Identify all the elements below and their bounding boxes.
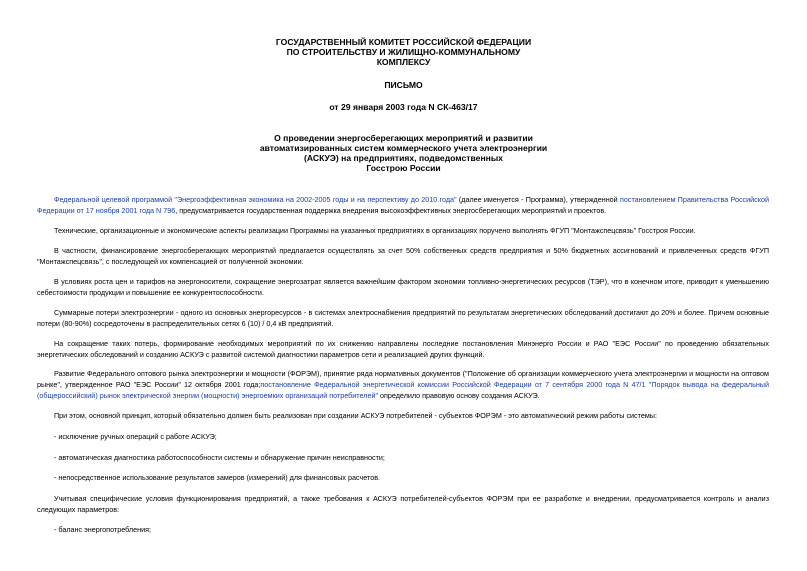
list-item-1: - исключение ручных операций с работе АСКУЭ; xyxy=(54,432,217,441)
paragraph-4: В условиях роста цен и тарифов на энергоносители, сокращение энергозатрат является важнейшим фактором экономии топливно-энергетических ресурсов (ТЭР), что в конечном итоге, приводит к уменьшению себестоимости продукции и повышение ее конкурентоспособности. xyxy=(37,277,769,297)
paragraph-1 xyxy=(37,194,769,216)
issuer-line-1: ГОСУДАРСТВЕННЫЙ КОМИТЕТ РОССИЙСКОЙ ФЕДЕРАЦИИ xyxy=(275,37,532,47)
paragraph-8: При этом, основной принцип, который обязательно должен быть реализован при создании АСКУЭ потребителей - субъектов ФОРЭМ - это автоматический режим работы системы: xyxy=(54,411,657,420)
paragraph-7-text-a: Развитие Федерального оптового рынка электроэнергии и мощности (ФОРЭМ), принятие ряда нормативных документов ("Положение об организации коммерческого учета электроэнергии и мощности на оптовом рынке", утвержденное РАО "ЕЭС России" 12 октября 2001 года; xyxy=(37,369,769,389)
document-date-number: от 29 января 2003 года N СК-463/17 xyxy=(329,102,478,112)
title-line-1: О проведении энергосберегающих мероприятий и развитии xyxy=(274,133,533,143)
document-type: ПИСЬМО xyxy=(384,80,423,90)
title-line-3: (АСКУЭ) на предприятиях, подведомственных xyxy=(304,153,503,163)
paragraph-3: В частности, финансирование энергосберегающих мероприятий предлагается осуществлять за счет 50% собственных средств предприятия и 50% бюджетных ассигнований и привлеченных средств ФГУП "Монтажспецсвязь", с последующей их компенсацией от полученной экономии. xyxy=(37,246,769,266)
fek-resolution-link[interactable]: постановление Федеральной энергетической комиссии Российской Федерации от 7 сентября 2000 года N 47/1 xyxy=(260,380,646,389)
issuer-line-3: КОМПЛЕКСУ xyxy=(376,57,431,67)
list-item-4: - баланс энергопотребления; xyxy=(54,525,151,534)
paragraph-5: Суммарные потери электроэнергии - одного из основных энергоресурсов - в системах электроснабжения предприятий по результатам энергетических обследований достигают до 20% и более. Причем основные потери (80-90%) сосредоточены в распределительных сетях 6 (10) / 0,4 кВ предприятий. xyxy=(37,308,769,328)
paragraph-7-text-b: определило правовую основу создания АСКУЭ. xyxy=(378,391,540,400)
program-link[interactable]: Федеральной целевой программой "Энергоэффективная экономика на 2002-2005 годы и на перспективу до 2010 года" xyxy=(54,195,457,204)
paragraph-1-text-b: , предусматривается государственная поддержка внедрения высокоэффективных энергосберегающих мероприятий и проектов. xyxy=(175,206,607,215)
government-decree-link[interactable]: постановлением Правительства Российской Федерации от 17 ноября 2001 года N 796 xyxy=(37,195,770,215)
market-procedure-link[interactable]: "Порядок вывода на федеральный (общероссийский) рынок электрической энергии (мощности) энергоемких организаций потребителей" xyxy=(37,380,769,400)
paragraph-1-text-a: (далее именуется - Программа), утвержденной xyxy=(456,195,620,204)
title-line-2: автоматизированных систем коммерческого учета электроэнергии xyxy=(259,143,548,153)
list-item-2: - автоматическая диагностика работоспособности системы и обнаружение причин неисправности; xyxy=(54,453,385,462)
paragraph-7 xyxy=(37,368,769,401)
title-line-4: Госстрою России xyxy=(366,163,441,173)
paragraph-9: Учитывая специфические условия функционирования предприятий, а также требования к АСКУЭ потребителей-субъектов ФОРЭМ при ее разработке и внедрении, предусматривается контроль и анализ следующих параметров: xyxy=(37,494,769,514)
paragraph-2: Технические, организационные и экономические аспекты реализации Программы на указанных предприятиях в организациях поручено выполнять ФГУП "Монтажспецсвязь" Госстроя России. xyxy=(54,226,696,235)
issuer-line-2: ПО СТРОИТЕЛЬСТВУ И ЖИЛИЩНО-КОММУНАЛЬНОМУ xyxy=(286,47,521,57)
list-item-3: - непосредственное использование результатов замеров (измерений) для финансовых расчетов. xyxy=(54,473,381,482)
paragraph-6: На сокращение таких потерь, формирование необходимых мероприятий по их снижению направлены последние постановления Минэнерго России и РАО "ЕЭС России" по проведению обязательных энергетических обследований и созданию АСКУЭ с развитой системой диагностики параметров сети и реализацией других функций. xyxy=(37,339,769,359)
